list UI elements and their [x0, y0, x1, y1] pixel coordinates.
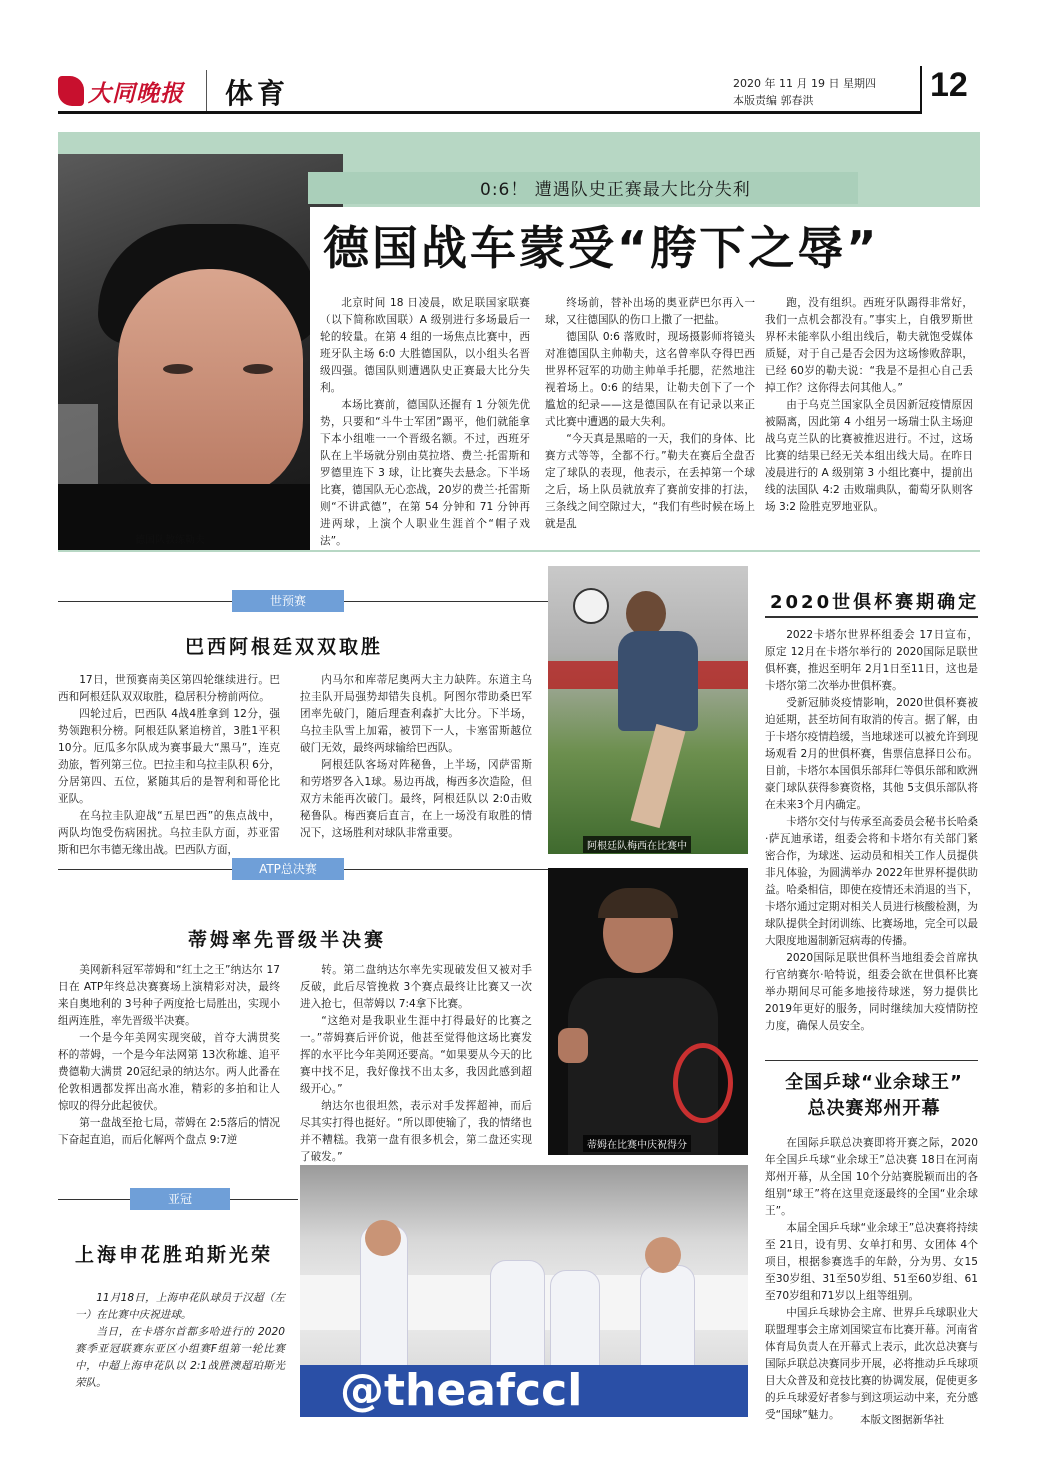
logo-text: 大同晚报 — [88, 79, 184, 107]
newspaper-logo — [58, 70, 188, 112]
qualifiers-column-2 — [300, 672, 532, 842]
paragraph: 11月18日，上海申花队球员于汉超（左一）在比赛中庆祝进球。 — [75, 1292, 285, 1321]
issue-date: 2020 年 11 月 19 日 星期四 — [733, 77, 876, 90]
header-divider — [206, 70, 207, 112]
coach-photo — [58, 154, 343, 550]
acl-caption-text — [75, 1290, 285, 1392]
paragraph: “这绝对是我职业生涯中打得最好的比赛之一。”蒂姆赛后评价说，他甚至觉得他这场比赛发挥的水平比今年美网还要高。“如果要从今天的比赛中找不足，我好像找不出太多，我因此感到超级开心。” — [300, 1015, 532, 1095]
paragraph: 在国际乒联总决赛即将开赛之际，2020年全国乒乓球“业余球王”总决赛 18日在河南郑州开幕，从全国 10个分站赛脱颖而出的各组别“球王”将在这里竞逐最终的全国“业余球王”。 — [765, 1137, 978, 1217]
logo-mark-icon — [58, 76, 84, 106]
thiem-photo-caption: 蒂姆在比赛中庆祝得分 — [583, 1135, 691, 1152]
worldcup-column — [765, 627, 978, 1035]
paragraph: 一个是今年美网实现突破，首夺大满贯奖杯的蒂姆，一个是今年法网第 13次称雄、追平费德勒大满贯 20冠纪录的纳达尔。两人此番在伦敦相遇都发挥出高水准，精彩的多拍和让人惊叹的得分此起彼伏。 — [58, 1032, 280, 1112]
messi-photo-caption: 阿根廷队梅西在比赛中 — [583, 836, 691, 853]
paragraph: 2022卡塔尔世界杯组委会 17日宣布，原定 12月在卡塔尔举行的 2020国际足联世俱杯赛，推迟至明年 2月1日至11日，这也是卡塔尔第二次举办世俱杯赛。 — [765, 629, 978, 692]
football-icon — [573, 588, 609, 624]
article-headline: 2020世俱杯赛期确定 — [770, 592, 980, 613]
paragraph: 本届全国乒乓球“业余球王”总决赛将持续至 21日，设有男、女单打和男、女团体 4个项目，根据参赛选手的年龄，分为男、女15至30岁组、31至50岁组、51至60岁组、61至70岁组和71岁以上组等组别。 — [765, 1222, 978, 1302]
page-editor: 本版责编 郭春洪 — [733, 94, 814, 107]
paragraph: 转。第二盘纳达尔率先实现破发但又被对手反破，此后尽管挽救 3个赛点最终让比赛又一次进入抢七，但蒂姆以 7:4拿下比赛。 — [300, 964, 532, 1010]
paragraph: 阿根廷队客场对阵秘鲁，上半场，冈萨雷斯和劳塔罗各入1球。易边再战，梅西多次造险，但双方未能再次破门。最终，阿根廷队以 2:0击败秘鲁队。梅西赛后直言，在上一场没有取胜的情况下，这场胜利对球队非常重要。 — [300, 759, 532, 839]
atp-column-1 — [58, 962, 280, 1149]
paragraph: 2020国际足联世俱杯当地组委会首席执行官纳赛尔·哈特说，组委会欲在世俱杯比赛举办期间尽可能多地接待球迷，努力提供比 2019年更好的服务，同时继续加大疫情防控力度，确保人员安全。 — [765, 952, 978, 1032]
article-headline: 上海申花胜珀斯光荣 — [75, 1244, 274, 1266]
article-headline: 蒂姆率先晋级半决赛 — [188, 929, 387, 951]
feature-kicker: 0:6！ 遭遇队史正赛最大比分失利 — [480, 180, 751, 200]
article-headline: 巴西阿根廷双双取胜 — [185, 636, 384, 658]
section-tag: 世预赛 — [232, 590, 344, 612]
header-rule — [58, 111, 920, 114]
paragraph: 北京时间 18 日凌晨，欧足联国家联赛（以下简称欧国联）A 级别进行多场最后一轮的较量。在第 4 组的一场焦点比赛中，西班牙队主场 6:0 大胜德国队，以小组头名晋级四强。德国队则遭遇队史正赛最大比分失利。 — [320, 297, 530, 394]
paragraph: 在乌拉圭队迎战“五星巴西”的焦点战中，两队均饱受伤病困扰。乌拉圭队方面，苏亚雷斯和巴尔韦德无缘出战。巴西队方面， — [58, 810, 280, 856]
section-rule — [765, 1060, 978, 1061]
header-divider — [920, 66, 922, 114]
afc-banner: @theafccl — [300, 1365, 748, 1417]
qualifiers-column-1 — [58, 672, 280, 859]
feature-column-3 — [765, 295, 973, 516]
messi-photo — [548, 566, 748, 854]
paragraph: 美网新科冠军蒂姆和“红土之王”纳达尔 17日在 ATP年终总决赛赛场上演精彩对决，最终来自奥地利的 3号种子两度抢七局胜出，实现小组两连胜，率先晋级半决赛。 — [58, 964, 280, 1027]
section-tag: 亚冠 — [130, 1188, 230, 1210]
paragraph: “今天真是黑暗的一天，我们的身体、比赛方式等等，全都不行。”勒夫在赛后全盘否定了球队的表现，他表示，在丢掉第一个球之后，场上队员就放弃了赛前安排的打法，三条线之间空隙过大，“我们有些时候在场上就是乱 — [545, 433, 755, 530]
paragraph: 本场比赛前，德国队还握有 1 分领先优势，只要和“斗牛士军团”踢平，他们就能拿下本小组唯一一个晋级名额。不过，西班牙队在上半场就分别由莫拉塔、费兰·托雷斯和罗德里连下 3 球，让比赛失去悬念。下半场比赛，德国队无心恋战，20岁的费兰·托雷斯则“不讲武德”，在第 54 分钟和 71 分钟再进两球，上演个人职业生涯首个“帽子戏法”。 — [320, 399, 530, 547]
page-number: 12 — [930, 66, 968, 104]
atp-column-2 — [300, 962, 532, 1166]
feature-column-2 — [545, 295, 755, 533]
shenhua-photo — [300, 1165, 748, 1417]
paragraph: 受新冠肺炎疫情影响，2020世俱杯赛被迫延期，甚至坊间有取消的传言。据了解，由于卡塔尔疫情趋缓，当地球迷可以被允许到现场观看 2月的世俱杯赛，售票信息择日公布。目前，卡塔尔本国俱乐部拜仁等俱乐部和欧洲豪门球队获得参赛资格，其他 5支俱乐部队将在未来3个月内确定。 — [765, 697, 978, 811]
thiem-photo — [548, 868, 748, 1155]
coach-photo-caption: 德国队教练勒夫 — [135, 535, 205, 546]
article-subheadline: 总决赛郑州开幕 — [807, 1098, 941, 1119]
paragraph: 纳达尔也很坦然，表示对手发挥超神，而后尽其实打得也挺好。“所以即使输了，我的情绪也并不糟糕。我第一盘有很多机会，第二盘还实现了破发。” — [300, 1100, 532, 1163]
paragraph: 中国乒乓球协会主席、世界乒乓球职业大联盟理事会主席刘国梁宣布比赛开幕。河南省体育局负责人在开幕式上表示，此次总决赛与国际乒联总决赛同步开展，必将推动乒乓球项目大众普及和竞技比赛的协调发展，促使更多的乒乓球爱好者参与到这项运动中来，充分感受“国球”魅力。 — [765, 1307, 978, 1421]
paragraph: 当日，在卡塔尔首都多哈进行的 2020赛季亚冠联赛东亚区小组赛F组第一轮比赛中，中超上海申花队以 2:1战胜澳超珀斯光荣队。 — [75, 1326, 285, 1389]
article-headline: 全国乒球“业余球王” — [785, 1072, 963, 1093]
paragraph: 四轮过后，巴西队 4战4胜拿到 12分，强势领跑积分榜。阿根廷队紧追榜首，3胜1平积 10分。厄瓜多尔队成为赛事最大“黑马”，连克劲旅，暂列第三位。巴拉圭和乌拉圭队积 6分，分居第四、五位，紧随其后的是智利和哥伦比亚队。 — [58, 708, 280, 805]
section-tag: ATP总决赛 — [232, 858, 344, 880]
paragraph: 内马尔和库蒂尼奥两大主力缺阵。东道主乌拉圭队开局强势却错失良机。阿图尔带助桑巴军团率先破门，随后理查利森扩大比分。下半场，乌拉圭队雪上加霜，被罚下一人，卡塞雷斯越位破门无效，最终两球输给巴西队。 — [300, 674, 532, 754]
paragraph: 德国队 0:6 落败时，现场摄影师将镜头对准德国队主帅勒夫，这名曾率队夺得巴西世界杯冠军的功勋主帅单手托腮，茫然地注视着场上。0:6 的结果，让勒夫创下了一个尴尬的纪录——这是德国队在有记录以来正式比赛中遭遇的最大失利。 — [545, 331, 755, 428]
headline-rule — [765, 616, 978, 618]
paragraph: 跑，没有组织。西班牙队踢得非常好，我们一点机会都没有。”事实上，自俄罗斯世界杯未能率队小组出线后，勒夫就饱受媒体质疑，对于自己是否会因为这场惨败辞职，已经 60岁的勒夫说：“我是不是担心自己丢掉工作？这你得去问其他人。” — [765, 297, 973, 394]
pingpong-column — [765, 1135, 978, 1424]
paragraph: 卡塔尔交付与传承至高委员会秘书长哈桑·萨瓦迪承诺，组委会将和卡塔尔有关部门紧密合作，为球迷、运动员和相关工作人员提供非凡体验，为圆满举办 2022年世界杯提供助益。哈桑相信，即使在疫情还未消退的当下，卡塔尔通过定期对相关人员进行核酸检测，为球队提供全封闭训练、比赛场地，完全可以最大限度地遏制新冠病毒的传播。 — [765, 816, 978, 947]
paragraph: 17日，世预赛南美区第四轮继续进行。巴西和阿根廷队双双取胜，稳居积分榜前两位。 — [58, 674, 280, 703]
paragraph: 终场前，替补出场的奥亚萨巴尔再入一球，又往德国队的伤口上撒了一把盐。 — [545, 297, 755, 326]
paragraph: 由于乌克兰国家队全员因新冠疫情原因被隔离，因此第 4 小组另一场瑞士队主场迎战乌克兰队的比赛被推迟进行。不过，这场比赛的结果已经无关本组出线大局。在昨日凌晨进行的 A 级别第 3 小组比赛中，提前出线的法国队 4:2 击败瑞典队，葡萄牙队则客场 3:2 险胜克罗地亚队。 — [765, 399, 973, 513]
feature-title: 德国战车蒙受“胯下之辱” — [323, 221, 880, 275]
paragraph: 第一盘战至抢七局，蒂姆在 2:5落后的情况下奋起直追，而后化解两个盘点 9:7逆 — [58, 1117, 280, 1146]
section-name: 体育 — [225, 77, 290, 110]
feature-column-1 — [320, 295, 530, 550]
photo-credit: 本版文图据新华社 — [860, 1414, 944, 1426]
